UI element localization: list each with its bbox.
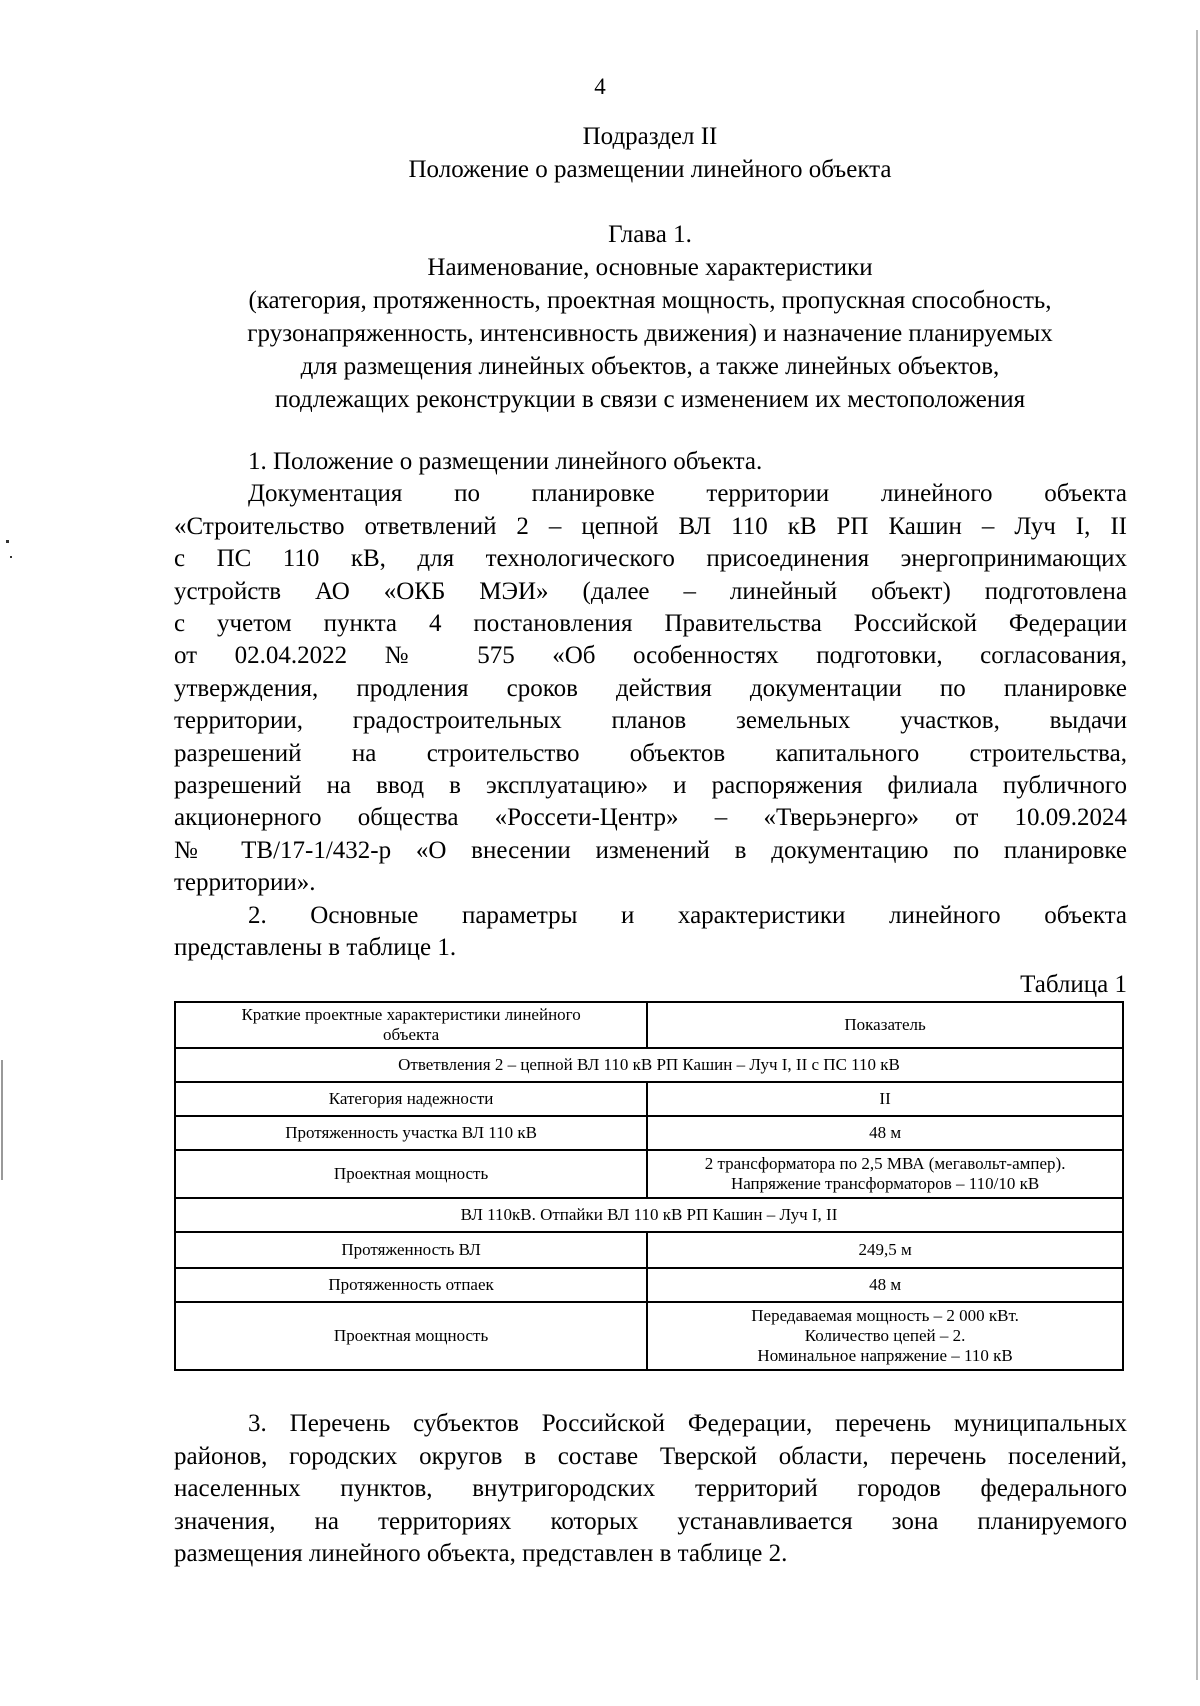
table-cell-label: Проектная мощность xyxy=(175,1150,647,1198)
section-2-line: 2. Основные параметры и характеристики линейного объекта xyxy=(248,901,1127,929)
paragraph-line: населенных пунктов, внутригородских территорий городов федерального xyxy=(174,1475,1127,1502)
paragraph-line: разрешений на строительство объектов капитального строительства, xyxy=(174,739,1127,767)
paragraph-line: 3. Перечень субъектов Российской Федерации, перечень муниципальных xyxy=(248,1410,1127,1437)
paragraph-line: территории». xyxy=(174,869,316,897)
paragraph-line: акционерного общества «Россети-Центр» – «Тверьэнерго» от 10.09.2024 xyxy=(174,804,1127,832)
table-cell-label: Категория надежности xyxy=(175,1082,647,1116)
table-cell-value xyxy=(647,1302,1123,1370)
scan-edge xyxy=(1,1060,3,1180)
chapter-title-line: Наименование, основные характеристики xyxy=(427,254,873,281)
subsection-title: Положение о размещении линейного объекта xyxy=(408,156,892,183)
table-row xyxy=(175,1232,1123,1268)
paragraph-line: территории, градостроительных планов земельных участков, выдачи xyxy=(174,707,1127,735)
section-1 xyxy=(174,446,1127,965)
paragraph-line: устройств АО «ОКБ МЭИ» (далее – линейный объект) подготовлена xyxy=(174,577,1127,605)
table-header-cell: Краткие проектные характеристики линейного объекта xyxy=(175,1002,647,1048)
table-group-title: Ответвления 2 – цепной ВЛ 110 кВ РП Кашин – Луч I, II с ПС 110 кВ xyxy=(175,1048,1123,1082)
subsection-heading xyxy=(150,120,1150,186)
table-cell-value: II xyxy=(647,1082,1123,1116)
table-cell-line: Количество цепей – 2. xyxy=(804,1326,966,1345)
table-row xyxy=(175,1150,1123,1198)
scan-mark xyxy=(6,540,9,543)
chapter-title-line: (категория, протяженность, проектная мощность, пропускная способность, xyxy=(248,287,1052,314)
table-cell-label: Протяженность отпаек xyxy=(175,1268,647,1302)
paragraph-line: размещения линейного объекта, представлен в таблице 2. xyxy=(174,1540,788,1567)
paragraph-line: утверждения, продления сроков действия документации по планировке xyxy=(174,674,1127,702)
table-header-row xyxy=(175,1002,1123,1048)
paragraph-line: районов, городских округов в составе Тверской области, перечень поселений, xyxy=(174,1442,1127,1470)
table-cell-line: Номинальное напряжение – 110 кВ xyxy=(757,1346,1013,1365)
table-row xyxy=(175,1082,1123,1116)
paragraph-line: Документация по планировке территории линейного объекта xyxy=(248,480,1127,508)
scan-edge xyxy=(1196,30,1198,1680)
table-group-title: ВЛ 110кВ. Отпайки ВЛ 110 кВ РП Кашин – Луч I, II xyxy=(175,1198,1123,1232)
table-1-caption: Таблица 1 xyxy=(1020,971,1127,998)
table-row xyxy=(175,1116,1123,1150)
table-group-row xyxy=(175,1198,1123,1232)
section-3 xyxy=(174,1408,1127,1571)
table-cell-line: Передаваемая мощность – 2 000 кВт. xyxy=(751,1306,1019,1325)
page-number: 4 xyxy=(594,74,606,99)
chapter-label: Глава 1. xyxy=(608,221,692,248)
table-row xyxy=(175,1268,1123,1302)
section-2-line: представлены в таблице 1. xyxy=(174,934,457,962)
table-cell-line: Напряжение трансформаторов – 110/10 кВ xyxy=(730,1174,1040,1193)
table-cell-label: Протяженность ВЛ xyxy=(175,1232,647,1268)
chapter-title-line: грузонапряженность, интенсивность движения) и назначение планируемых xyxy=(247,320,1053,347)
paragraph-line: «Строительство ответвлений 2 – цепной ВЛ 110 кВ РП Кашин – Луч I, II xyxy=(174,512,1127,540)
table-1 xyxy=(174,1001,1124,1371)
paragraph-line: № ТВ/17-1/432-р «О внесении изменений в документацию по планировке xyxy=(174,836,1127,864)
section-1-title: 1. Положение о размещении линейного объекта. xyxy=(248,448,763,475)
table-cell-value: 249,5 м xyxy=(647,1232,1123,1268)
chapter-title-line: для размещения линейных объектов, а также линейных объектов, xyxy=(300,353,1000,380)
chapter-heading xyxy=(150,218,1150,416)
paragraph-line: с учетом пункта 4 постановления Правительства Российской Федерации xyxy=(174,610,1127,638)
paragraph-line: с ПС 110 кВ, для технологического присоединения энергопринимающих xyxy=(174,545,1127,573)
table-group-row xyxy=(175,1048,1123,1082)
table-cell-line: 2 трансформатора по 2,5 МВА (мегавольт-ампер). xyxy=(704,1154,1066,1173)
chapter-title-line: подлежащих реконструкции в связи с изменением их местоположения xyxy=(274,386,1026,413)
scan-mark xyxy=(10,556,12,558)
subsection-label: Подраздел II xyxy=(582,123,718,150)
table-cell-value: 48 м xyxy=(647,1116,1123,1150)
table-row xyxy=(175,1302,1123,1370)
paragraph-line: от 02.04.2022 № 575 «Об особенностях подготовки, согласования, xyxy=(174,642,1127,670)
table-cell-label: Протяженность участка ВЛ 110 кВ xyxy=(175,1116,647,1150)
paragraph-line: разрешений на ввод в эксплуатацию» и распоряжения филиала публичного xyxy=(174,772,1127,800)
table-cell-value: 48 м xyxy=(647,1268,1123,1302)
table-header-cell: Показатель xyxy=(647,1002,1123,1048)
table-cell-value xyxy=(647,1150,1123,1198)
table-cell-label: Проектная мощность xyxy=(175,1302,647,1370)
paragraph-line: значения, на территориях которых устанавливается зона планируемого xyxy=(174,1507,1127,1535)
